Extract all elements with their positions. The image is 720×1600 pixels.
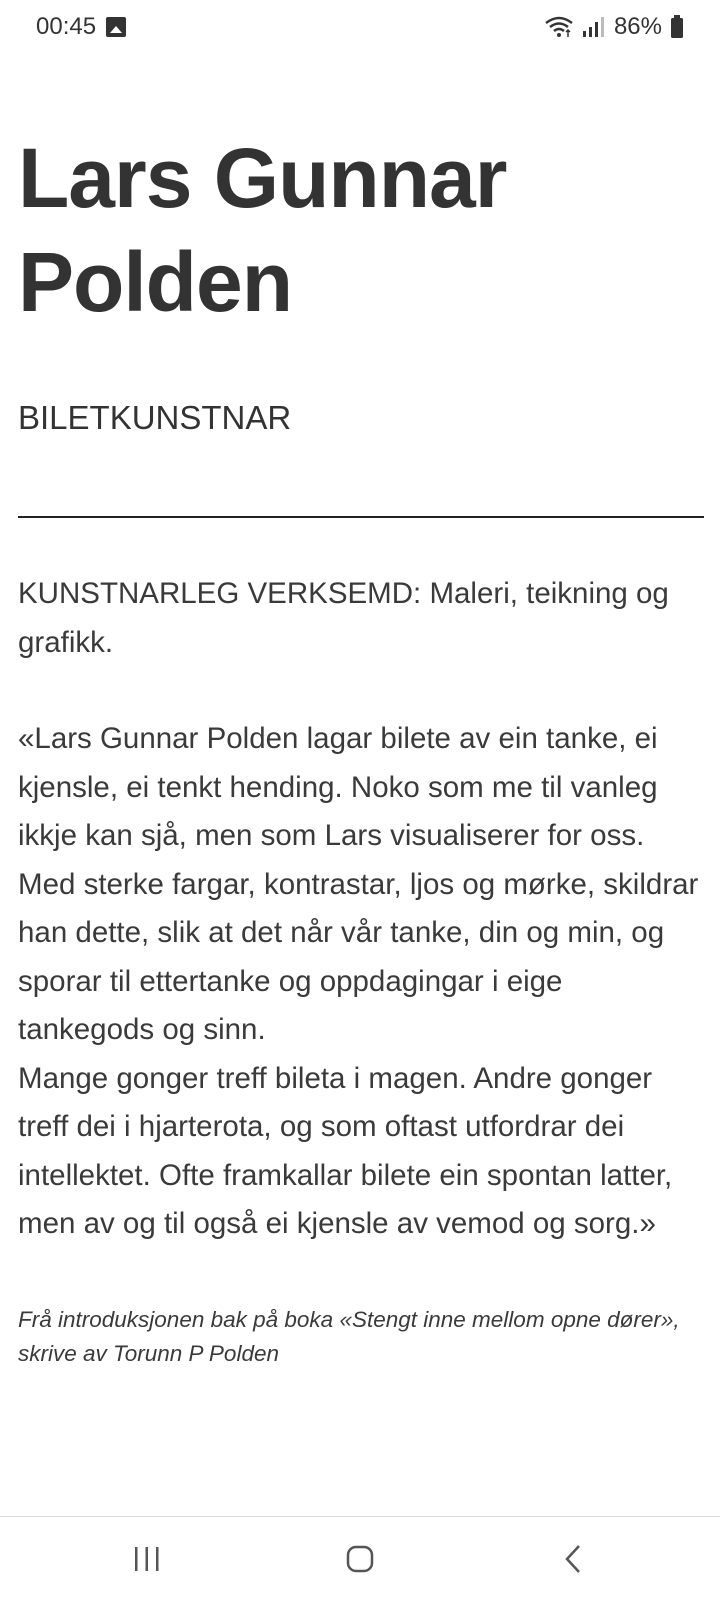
signal-icon (582, 16, 606, 38)
home-icon (345, 1544, 375, 1574)
activity-paragraph: KUNSTNARLEG VERKSEMD: Maleri, teikning og grafikk. (18, 577, 669, 659)
quote-part-1: «Lars Gunnar Polden lagar bilete av ein tanke, ei kjensle, ei tenkt hending. Noko som me til vanleg ikkje kan sjå, men som Lars visualiserer for oss. Med sterke fargar, kontrastar, ljos og mørke, skildrar han dette, slik at det når vår tanke, din og min, og sporar til ettertanke og oppdagingar i eige tankegods og sinn. (18, 722, 699, 1046)
quote-paragraph (18, 715, 704, 1249)
page-subtitle: BILETKUNSTNAR (18, 399, 292, 436)
page-title (18, 126, 704, 334)
source-line-2: skrive av Torunn P Polden (18, 1340, 279, 1366)
back-button[interactable] (543, 1529, 603, 1589)
status-bar (0, 0, 720, 54)
wifi-icon (544, 16, 574, 38)
back-icon (561, 1543, 585, 1575)
divider (18, 516, 704, 518)
quote-source (18, 1303, 704, 1371)
quote-part-2: Mange gonger treff bileta i magen. Andre gonger treff dei i hjarterota, og som oftast utfordrar dei intellektet. Ofte framkallar bilete ein spontan latter, men av og til også ei kjensle av vemod og sorg.» (18, 1061, 673, 1240)
recent-apps-icon (132, 1545, 162, 1573)
title-line-2: Polden (18, 235, 293, 329)
home-button[interactable] (330, 1529, 390, 1589)
source-line-1: Frå introduksjonen bak på boka «Stengt inne mellom opne dører», (18, 1306, 680, 1332)
recent-apps-button[interactable] (117, 1529, 177, 1589)
battery-percent: 86% (613, 13, 662, 40)
navigation-bar (0, 1517, 720, 1600)
title-line-1: Lars Gunnar (18, 131, 507, 225)
main-content (18, 54, 704, 1371)
battery-icon (670, 15, 684, 39)
image-icon (106, 17, 126, 37)
status-time: 00:45 (36, 13, 97, 40)
